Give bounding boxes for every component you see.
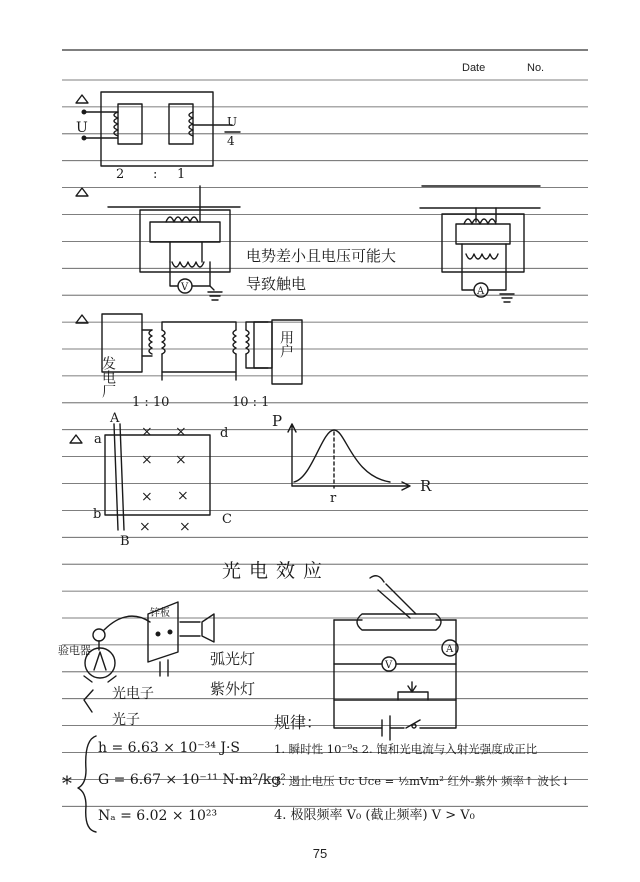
- field-cross: ×: [141, 452, 153, 468]
- field-cross: ×: [141, 489, 153, 505]
- circuit-voltmeter-label: V: [385, 660, 393, 671]
- generator-label: 发电厂: [100, 356, 116, 398]
- ammeter-label: A: [477, 286, 485, 297]
- zinc-plate-label: 锌板: [150, 608, 170, 619]
- rule-4: 4. 极限频率 V₀ (截止频率) V > V₀: [274, 808, 475, 823]
- magnetic-field-diagram: [70, 424, 210, 530]
- circuit-ammeter-label: A: [446, 644, 454, 655]
- voltmeter-label: V: [181, 282, 189, 293]
- section-marker-2: [76, 188, 88, 196]
- label-B: B: [120, 534, 130, 549]
- constant-g: G = 6.67 × 10⁻¹¹ N·m²/kg²: [98, 772, 286, 788]
- ammeter-transformer-diagram: [420, 186, 540, 302]
- field-cross: ×: [141, 424, 153, 440]
- label-u4-numerator: U: [227, 115, 238, 129]
- constant-na: Nₐ = 6.02 × 10²³: [98, 808, 218, 824]
- leakage-note-line2: 导致触电: [246, 275, 307, 293]
- label-A: A: [110, 411, 120, 426]
- rule-3: 3. 遏止电压 Uc Uce = ½mVm² 红外-紫外 频率↑ 波长↓: [274, 774, 570, 788]
- leakage-note-line1: 电势差小且电压可能大: [246, 247, 397, 265]
- photoelectron-label: 光电子: [112, 686, 154, 702]
- section-marker-1: [76, 95, 88, 103]
- label-u: U: [76, 120, 88, 136]
- field-cross: ×: [177, 488, 189, 504]
- field-cross: ×: [179, 519, 191, 535]
- star-mark: *: [62, 771, 72, 795]
- phototube: [357, 614, 441, 630]
- label-u4-denominator: 4: [227, 134, 235, 148]
- arc-lamp-label: 弧光灯: [210, 650, 256, 668]
- photon-label: 光子: [112, 712, 140, 728]
- page-number: 75: [312, 846, 328, 861]
- axis-p-label: P: [272, 412, 283, 430]
- constants-brace: [78, 736, 96, 832]
- label-b: b: [93, 507, 102, 522]
- power-curve: [294, 430, 390, 482]
- ratio-one: 1: [177, 167, 186, 182]
- section-marker-4: [70, 435, 82, 443]
- number-label: No.: [527, 62, 545, 74]
- label-a: a: [94, 432, 102, 447]
- conductor-rod: [114, 424, 124, 530]
- transformer-diagram: [76, 92, 240, 166]
- field-cross: ×: [139, 519, 151, 535]
- field-cross: ×: [175, 424, 187, 440]
- field-cross: ×: [175, 452, 187, 468]
- constant-h: h = 6.63 × 10⁻³⁴ J·S: [98, 740, 240, 756]
- rules-title: 规律：: [274, 713, 323, 732]
- ratio-step-down: 10 : 1: [232, 395, 270, 410]
- label-d: d: [220, 426, 229, 441]
- field-crosses: [139, 424, 191, 535]
- photoelectric-circuit: [334, 576, 458, 740]
- date-label: Date: [462, 62, 486, 74]
- electroscope-label: 验电器: [58, 644, 91, 657]
- label-r: r: [330, 491, 337, 506]
- rule-1: 1. 瞬时性 10⁻⁹s 2. 饱和光电流与入射光强度成正比: [274, 742, 538, 756]
- label-C: C: [222, 512, 232, 527]
- uv-lamp-label: 紫外灯: [210, 680, 256, 698]
- photoelectric-title: 光电效应: [222, 560, 331, 582]
- ratio-step-up: 1 : 10: [132, 395, 170, 410]
- ratio-colon: :: [153, 167, 158, 182]
- user-label: 用户: [278, 330, 294, 358]
- axis-r-label: R: [420, 477, 432, 495]
- y-axis: [288, 424, 296, 486]
- ratio-two: 2: [116, 167, 125, 182]
- leakage-transformer-diagram: [76, 186, 240, 300]
